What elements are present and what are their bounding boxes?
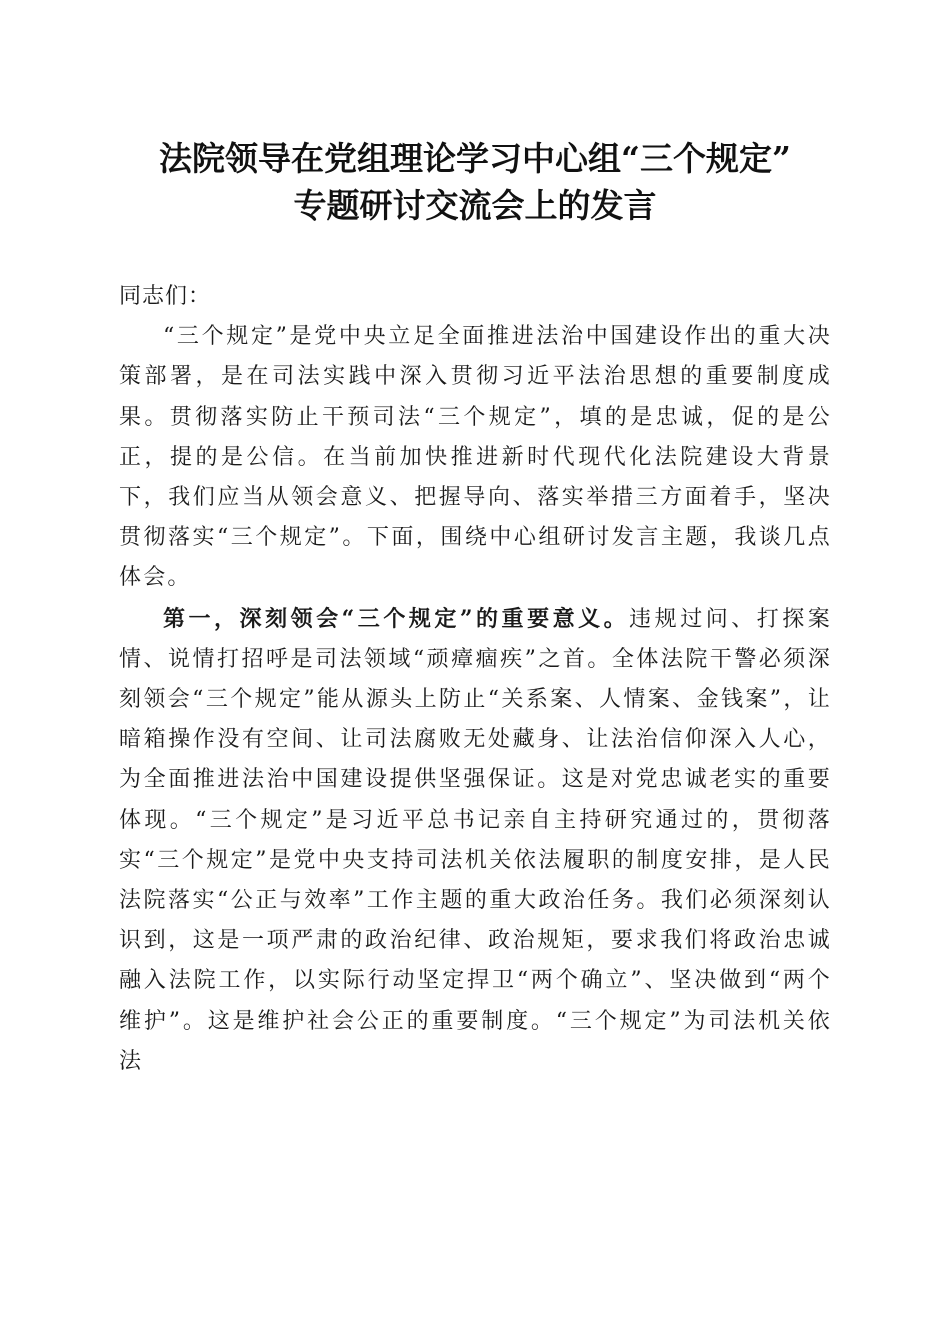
paragraph-intro [119,317,832,598]
paragraph-first-point [119,599,832,1082]
paragraph-text: “三个规定”是党中央立足全面推进法治中国建设作出的重大决策部署，是在司法实践中深入贯彻习近平法治思想的重要制度成果。贯彻落实防止干预司法“三个规定”，填的是忠诚，促的是公正，提的是公信。在当前加快推进新时代现代化法院建设大背景下，我们应当从领会意义、把握导向、落实举措三方面着手，坚决贯彻落实“三个规定”。下面，围绕中心组研讨发言主题，我谈几点体会。 [119,324,832,591]
document-title-line-1: 法院领导在党组理论学习中心组“三个规定” [159,139,791,178]
document-title-line-2: 专题研讨交流会上的发言 [293,186,657,225]
salutation: 同志们： [119,284,212,309]
paragraph-lead: 第一，深刻领会“三个规定”的重要意义。 [163,605,630,632]
document-body [119,277,832,1082]
paragraph-text: 违规过问、打探案情、说情打招呼是司法领域“顽瘴痼疾”之首。全体法院干警必须深刻领会“三个规定”能从源头上防止“关系案、人情案、金钱案”，让暗箱操作没有空间、让司法腐败无处藏身、让法治信仰深入人心，为全面推进法治中国建设提供坚强保证。这是对党忠诚老实的重要体现。“三个规定”是习近平总书记亲自主持研究通过的，贯彻落实“三个规定”是党中央支持司法机关依法履职的制度安排，是人民法院落实“公正与效率”工作主题的重大政治任务。我们必须深刻认识到，这是一项严肃的政治纪律、政治规矩，要求我们将政治忠诚融入法院工作，以实际行动坚定捍卫“两个确立”、坚决做到“两个维护”。这是维护社会公正的重要制度。“三个规定”为司法机关依法 [119,606,832,1074]
